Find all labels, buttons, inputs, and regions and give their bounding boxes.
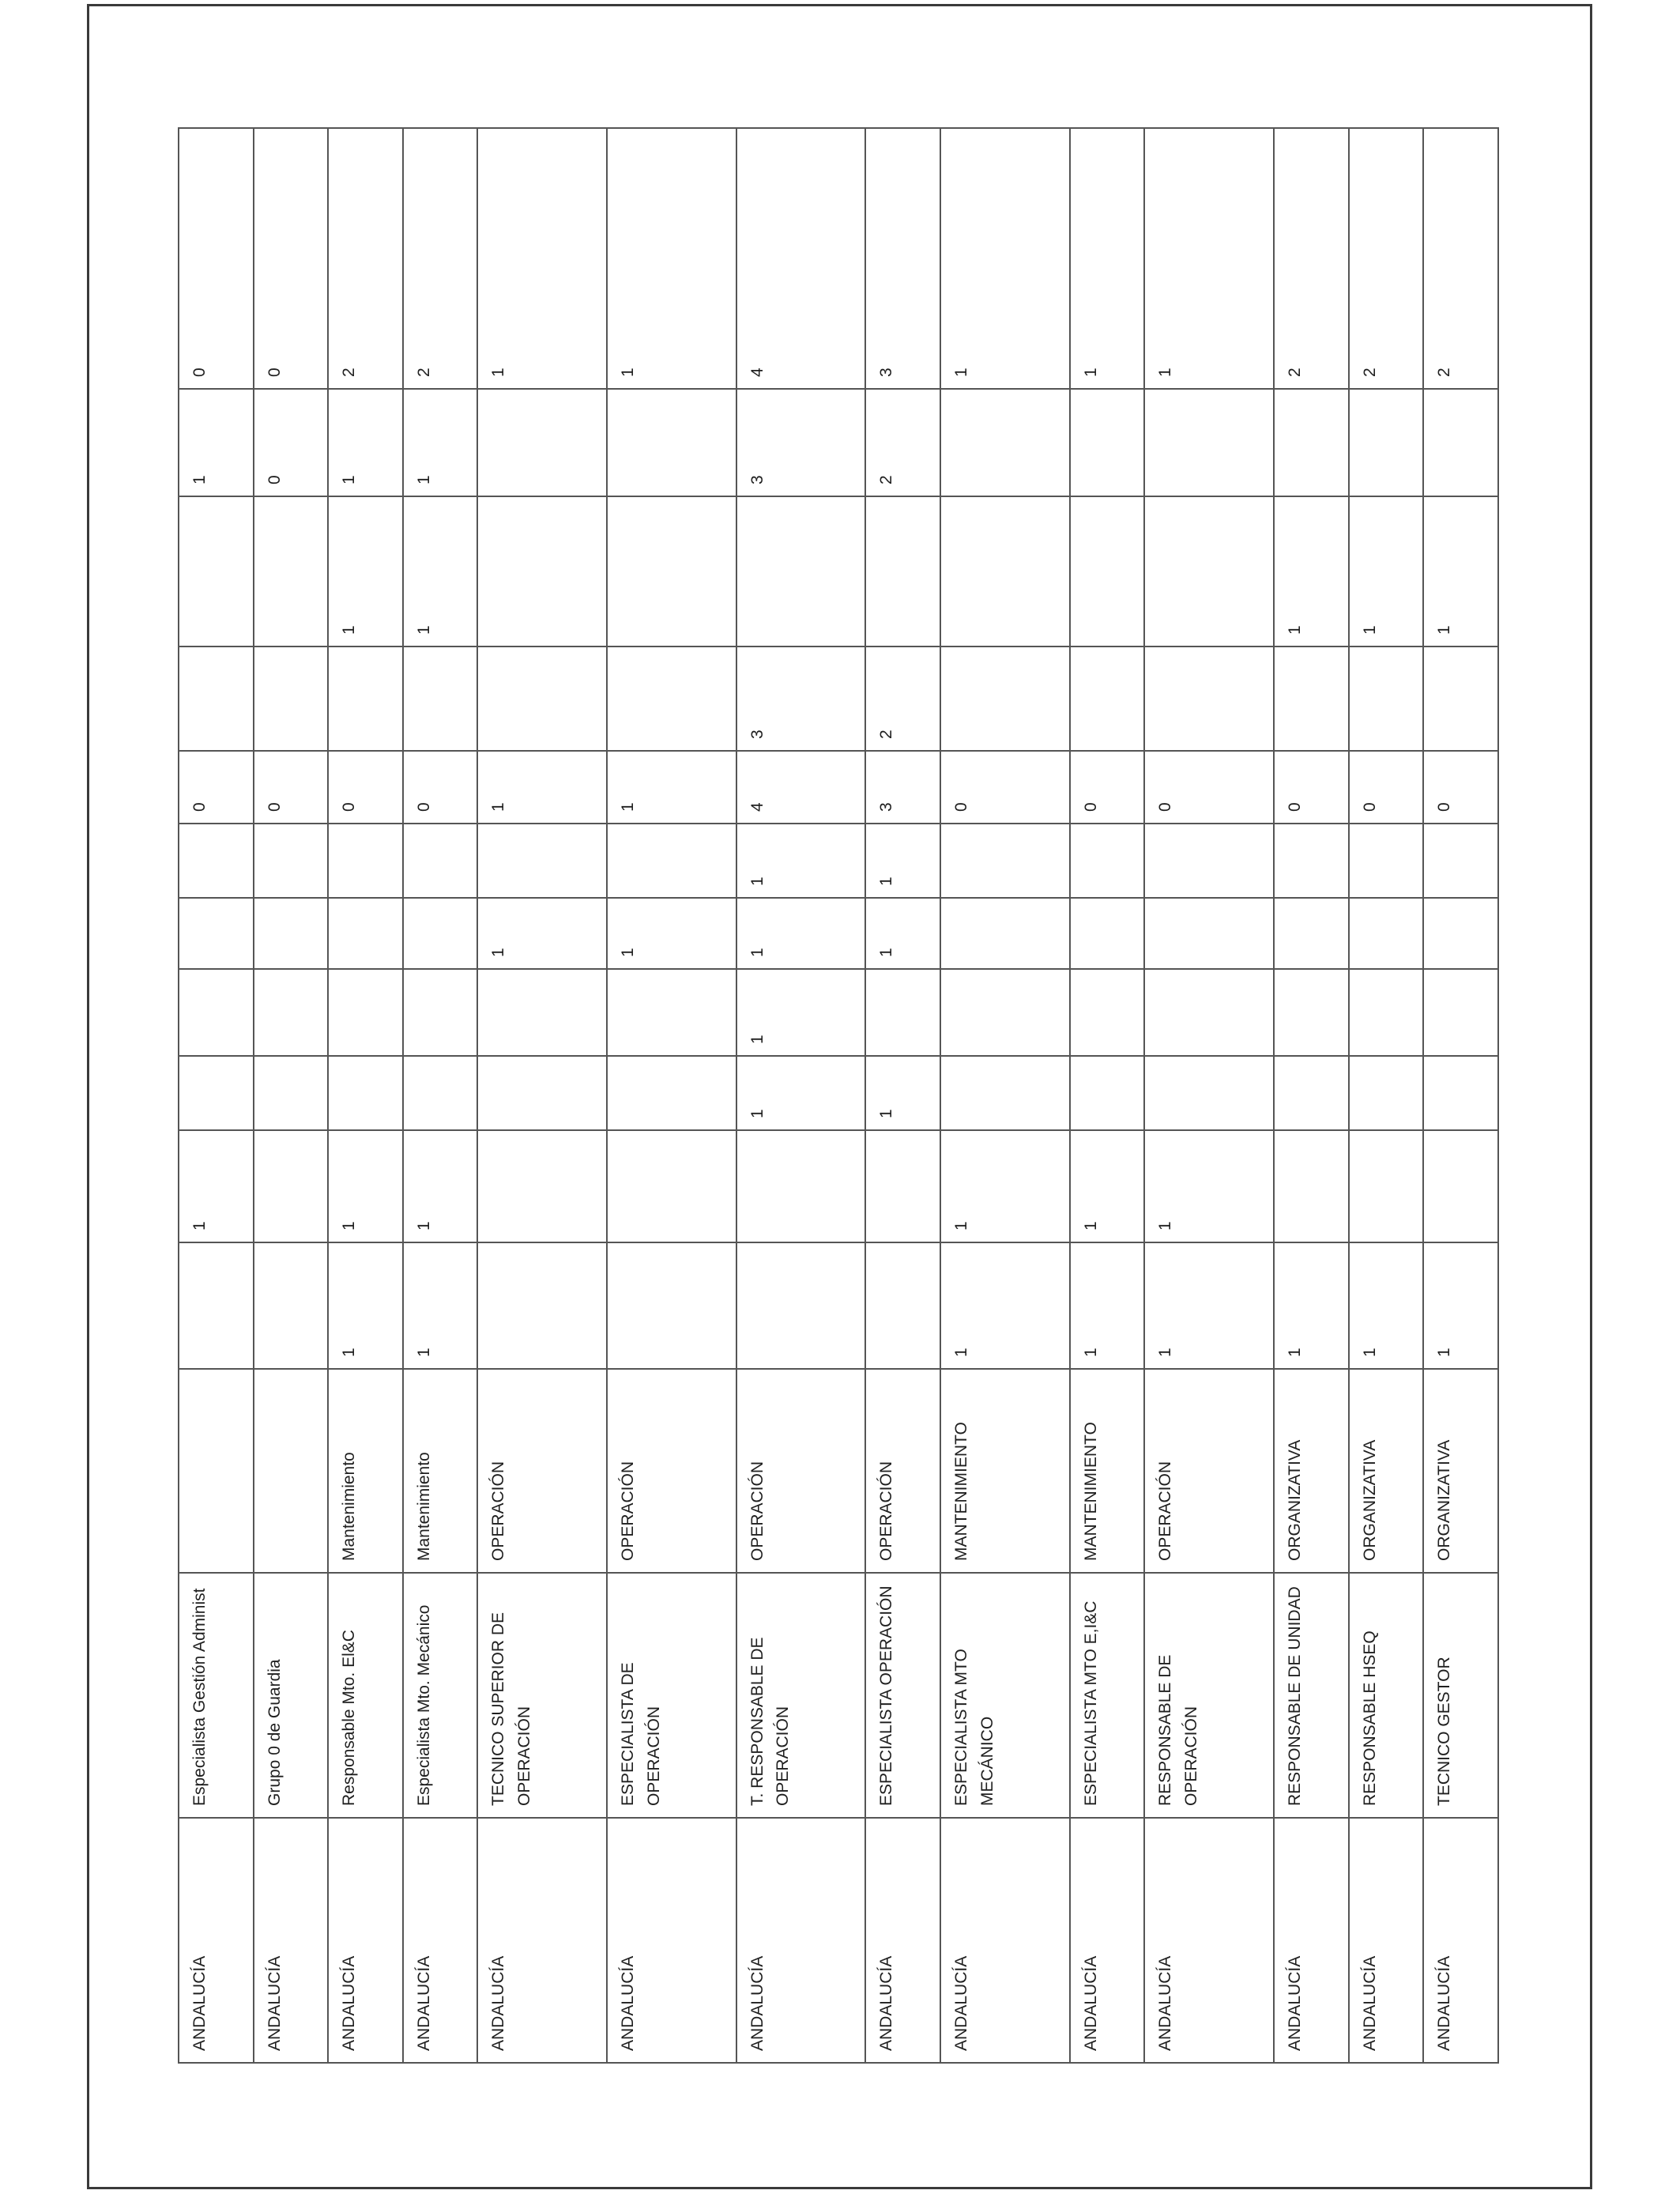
count-cell-6	[328, 824, 403, 898]
count-cell-7: 0	[1070, 751, 1145, 824]
count-cell-6	[1274, 824, 1349, 898]
region-cell: ANDALUCÍA	[1144, 1818, 1274, 2063]
count-cell-5: 1	[736, 898, 866, 969]
count-cell-4	[328, 969, 403, 1056]
count-cell-4	[940, 969, 1070, 1056]
count-cell-9	[607, 496, 736, 647]
count-cell-8	[403, 647, 478, 751]
count-cell-7: 0	[1349, 751, 1424, 824]
count-cell-6	[1349, 824, 1424, 898]
count-cell-10	[607, 389, 736, 496]
table-row	[1423, 128, 1498, 2063]
area-cell: OPERACIÓN	[865, 1369, 940, 1573]
count-cell-1	[865, 1242, 940, 1369]
count-cell-1: 1	[403, 1242, 478, 1369]
count-cell-2: 1	[179, 1130, 254, 1242]
area-cell: Mantenimiento	[328, 1369, 403, 1573]
count-cell-7: 0	[1144, 751, 1274, 824]
count-cell-6	[179, 824, 254, 898]
count-cell-4	[1144, 969, 1274, 1056]
count-cell-10	[1070, 389, 1145, 496]
region-cell: ANDALUCÍA	[736, 1818, 866, 2063]
count-cell-3	[179, 1056, 254, 1130]
count-cell-7: 1	[607, 751, 736, 824]
count-cell-6	[607, 824, 736, 898]
count-cell-11: 2	[403, 128, 478, 389]
table-body	[179, 128, 1498, 2063]
count-cell-4	[1070, 969, 1145, 1056]
area-cell: MANTENIMIENTO	[940, 1369, 1070, 1573]
count-cell-2	[254, 1130, 329, 1242]
count-cell-8	[1070, 647, 1145, 751]
region-cell: ANDALUCÍA	[328, 1818, 403, 2063]
count-cell-3: 1	[865, 1056, 940, 1130]
area-cell: OPERACIÓN	[1144, 1369, 1274, 1573]
count-cell-11: 1	[477, 128, 607, 389]
staffing-table	[178, 127, 1499, 2064]
count-cell-3: 1	[736, 1056, 866, 1130]
position-cell: ESPECIALISTA MTO E,I&C	[1070, 1573, 1145, 1818]
count-cell-2: 1	[1144, 1130, 1274, 1242]
area-cell	[254, 1369, 329, 1573]
count-cell-11: 3	[865, 128, 940, 389]
table-row	[1349, 128, 1424, 2063]
count-cell-9	[940, 496, 1070, 647]
count-cell-1	[254, 1242, 329, 1369]
count-cell-7: 0	[940, 751, 1070, 824]
count-cell-5	[179, 898, 254, 969]
count-cell-8	[1274, 647, 1349, 751]
area-cell: OPERACIÓN	[477, 1369, 607, 1573]
count-cell-2	[607, 1130, 736, 1242]
region-cell: ANDALUCÍA	[1423, 1818, 1498, 2063]
position-cell: Responsable Mto. El&C	[328, 1573, 403, 1818]
count-cell-2	[736, 1130, 866, 1242]
count-cell-7: 0	[1423, 751, 1498, 824]
count-cell-1: 1	[940, 1242, 1070, 1369]
count-cell-7: 0	[179, 751, 254, 824]
count-cell-3	[403, 1056, 478, 1130]
region-cell: ANDALUCÍA	[179, 1818, 254, 2063]
table-row	[1070, 128, 1145, 2063]
count-cell-1: 1	[328, 1242, 403, 1369]
count-cell-2	[1274, 1130, 1349, 1242]
count-cell-6	[1423, 824, 1498, 898]
count-cell-5: 1	[607, 898, 736, 969]
count-cell-9	[477, 496, 607, 647]
count-cell-3	[328, 1056, 403, 1130]
count-cell-2: 1	[328, 1130, 403, 1242]
position-cell: RESPONSABLE HSEQ	[1349, 1573, 1424, 1818]
count-cell-8	[1144, 647, 1274, 751]
count-cell-10: 1	[403, 389, 478, 496]
count-cell-6	[403, 824, 478, 898]
position-cell: RESPONSABLE DE OPERACIÓN	[1144, 1573, 1274, 1818]
region-cell: ANDALUCÍA	[254, 1818, 329, 2063]
position-cell: Especialista Gestión Administ	[179, 1573, 254, 1818]
count-cell-9	[1070, 496, 1145, 647]
count-cell-2	[1423, 1130, 1498, 1242]
count-cell-6	[254, 824, 329, 898]
count-cell-8	[179, 647, 254, 751]
count-cell-5	[1144, 898, 1274, 969]
count-cell-11: 2	[1274, 128, 1349, 389]
count-cell-11: 1	[940, 128, 1070, 389]
count-cell-8	[328, 647, 403, 751]
region-cell: ANDALUCÍA	[1070, 1818, 1145, 2063]
area-cell: OPERACIÓN	[736, 1369, 866, 1573]
count-cell-4	[1274, 969, 1349, 1056]
area-cell: ORGANIZATIVA	[1349, 1369, 1424, 1573]
count-cell-8: 3	[736, 647, 866, 751]
count-cell-4	[403, 969, 478, 1056]
count-cell-2: 1	[403, 1130, 478, 1242]
count-cell-3	[477, 1056, 607, 1130]
table-row	[328, 128, 403, 2063]
count-cell-11: 4	[736, 128, 866, 389]
count-cell-11: 2	[1349, 128, 1424, 389]
count-cell-11: 1	[1070, 128, 1145, 389]
count-cell-10: 0	[254, 389, 329, 496]
count-cell-9: 1	[1423, 496, 1498, 647]
count-cell-3	[1274, 1056, 1349, 1130]
count-cell-1	[477, 1242, 607, 1369]
region-cell: ANDALUCÍA	[607, 1818, 736, 2063]
count-cell-8	[940, 647, 1070, 751]
count-cell-9: 1	[328, 496, 403, 647]
table-row	[477, 128, 607, 2063]
count-cell-7: 0	[403, 751, 478, 824]
table-row	[403, 128, 478, 2063]
count-cell-1	[736, 1242, 866, 1369]
region-cell: ANDALUCÍA	[1274, 1818, 1349, 2063]
count-cell-10	[940, 389, 1070, 496]
count-cell-9	[179, 496, 254, 647]
count-cell-9	[736, 496, 866, 647]
count-cell-2: 1	[940, 1130, 1070, 1242]
count-cell-4: 1	[736, 969, 866, 1056]
count-cell-1: 1	[1274, 1242, 1349, 1369]
position-cell: ESPECIALISTA OPERACIÓN	[865, 1573, 940, 1818]
count-cell-7: 0	[1274, 751, 1349, 824]
rotated-table-container	[178, 129, 1499, 2064]
position-cell: ESPECIALISTA MTO MECÁNICO	[940, 1573, 1070, 1818]
count-cell-4	[1349, 969, 1424, 1056]
count-cell-3	[607, 1056, 736, 1130]
position-cell: ESPECIALISTA DE OPERACIÓN	[607, 1573, 736, 1818]
count-cell-8	[254, 647, 329, 751]
count-cell-5	[328, 898, 403, 969]
count-cell-5: 1	[865, 898, 940, 969]
count-cell-9	[1144, 496, 1274, 647]
count-cell-4	[865, 969, 940, 1056]
count-cell-6: 1	[736, 824, 866, 898]
count-cell-2	[1349, 1130, 1424, 1242]
count-cell-2	[865, 1130, 940, 1242]
region-cell: ANDALUCÍA	[940, 1818, 1070, 2063]
table-row	[940, 128, 1070, 2063]
count-cell-3	[254, 1056, 329, 1130]
count-cell-7: 4	[736, 751, 866, 824]
count-cell-10	[1423, 389, 1498, 496]
count-cell-5	[1070, 898, 1145, 969]
count-cell-7: 1	[477, 751, 607, 824]
count-cell-4	[607, 969, 736, 1056]
count-cell-1: 1	[1144, 1242, 1274, 1369]
count-cell-9: 1	[403, 496, 478, 647]
count-cell-5	[254, 898, 329, 969]
table-row	[865, 128, 940, 2063]
count-cell-4	[1423, 969, 1498, 1056]
count-cell-3	[1070, 1056, 1145, 1130]
count-cell-4	[254, 969, 329, 1056]
count-cell-6: 1	[865, 824, 940, 898]
area-cell: MANTENIMIENTO	[1070, 1369, 1145, 1573]
count-cell-10: 2	[865, 389, 940, 496]
count-cell-1: 1	[1349, 1242, 1424, 1369]
count-cell-7: 0	[328, 751, 403, 824]
area-cell: ORGANIZATIVA	[1274, 1369, 1349, 1573]
count-cell-10: 1	[328, 389, 403, 496]
count-cell-11: 0	[254, 128, 329, 389]
count-cell-10	[1349, 389, 1424, 496]
table-row	[736, 128, 866, 2063]
region-cell: ANDALUCÍA	[1349, 1818, 1424, 2063]
position-cell: TECNICO GESTOR	[1423, 1573, 1498, 1818]
count-cell-8: 2	[865, 647, 940, 751]
count-cell-9	[865, 496, 940, 647]
count-cell-9: 1	[1274, 496, 1349, 647]
count-cell-10	[477, 389, 607, 496]
count-cell-6	[1144, 824, 1274, 898]
count-cell-1: 1	[1423, 1242, 1498, 1369]
region-cell: ANDALUCÍA	[403, 1818, 478, 2063]
count-cell-4	[179, 969, 254, 1056]
count-cell-8	[477, 647, 607, 751]
region-cell: ANDALUCÍA	[865, 1818, 940, 2063]
position-cell: TECNICO SUPERIOR DE OPERACIÓN	[477, 1573, 607, 1818]
count-cell-4	[477, 969, 607, 1056]
region-cell: ANDALUCÍA	[477, 1818, 607, 2063]
count-cell-6	[1070, 824, 1145, 898]
count-cell-1	[179, 1242, 254, 1369]
count-cell-1: 1	[1070, 1242, 1145, 1369]
count-cell-5	[1274, 898, 1349, 969]
area-cell: Mantenimiento	[403, 1369, 478, 1573]
count-cell-7: 3	[865, 751, 940, 824]
count-cell-9	[254, 496, 329, 647]
count-cell-1	[607, 1242, 736, 1369]
count-cell-5	[1349, 898, 1424, 969]
count-cell-2: 1	[1070, 1130, 1145, 1242]
count-cell-5	[1423, 898, 1498, 969]
count-cell-11: 0	[179, 128, 254, 389]
count-cell-8	[607, 647, 736, 751]
count-cell-6	[477, 824, 607, 898]
count-cell-11: 2	[1423, 128, 1498, 389]
count-cell-5	[940, 898, 1070, 969]
position-cell: T. RESPONSABLE DE OPERACIÓN	[736, 1573, 866, 1818]
count-cell-7: 0	[254, 751, 329, 824]
count-cell-10	[1274, 389, 1349, 496]
count-cell-8	[1423, 647, 1498, 751]
count-cell-3	[1423, 1056, 1498, 1130]
count-cell-3	[1144, 1056, 1274, 1130]
position-cell: RESPONSABLE DE UNIDAD	[1274, 1573, 1349, 1818]
count-cell-11: 1	[607, 128, 736, 389]
count-cell-5: 1	[477, 898, 607, 969]
position-cell: Especialista Mto. Mecánico	[403, 1573, 478, 1818]
count-cell-6	[940, 824, 1070, 898]
count-cell-10	[1144, 389, 1274, 496]
table-row	[254, 128, 329, 2063]
table-row	[179, 128, 254, 2063]
count-cell-3	[940, 1056, 1070, 1130]
table-row	[1144, 128, 1274, 2063]
count-cell-2	[477, 1130, 607, 1242]
count-cell-11: 2	[328, 128, 403, 389]
count-cell-3	[1349, 1056, 1424, 1130]
area-cell: OPERACIÓN	[607, 1369, 736, 1573]
count-cell-8	[1349, 647, 1424, 751]
table-row	[1274, 128, 1349, 2063]
count-cell-5	[403, 898, 478, 969]
area-cell: ORGANIZATIVA	[1423, 1369, 1498, 1573]
area-cell	[179, 1369, 254, 1573]
count-cell-9: 1	[1349, 496, 1424, 647]
position-cell: Grupo 0 de Guardia	[254, 1573, 329, 1818]
count-cell-11: 1	[1144, 128, 1274, 389]
count-cell-10: 1	[179, 389, 254, 496]
table-row	[607, 128, 736, 2063]
count-cell-10: 3	[736, 389, 866, 496]
